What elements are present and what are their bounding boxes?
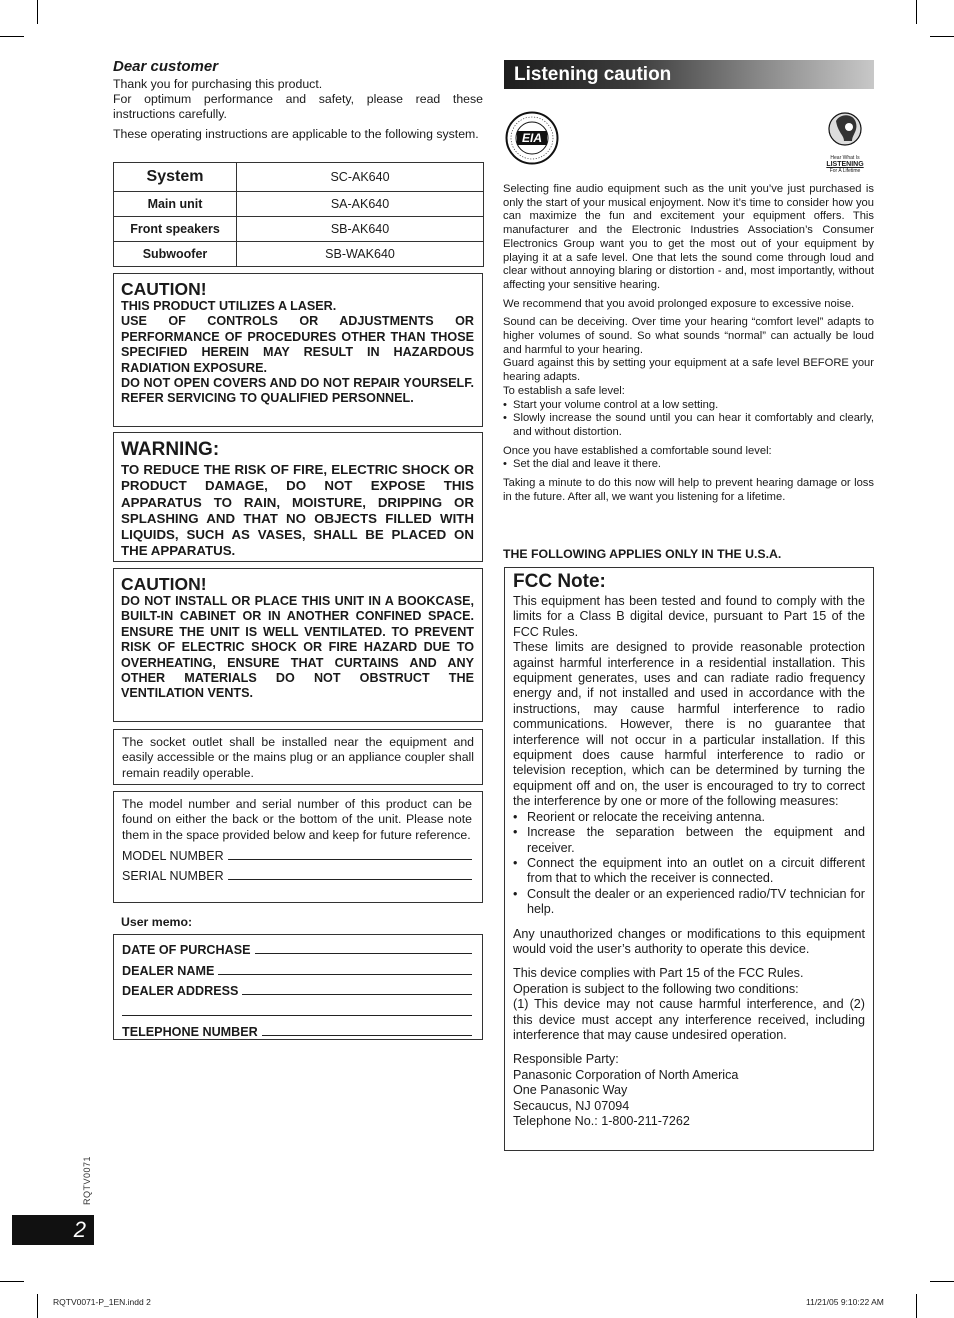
listening-caution-title: Listening caution xyxy=(514,64,672,85)
row-value: SA-AK640 xyxy=(237,192,484,217)
field-line xyxy=(255,953,472,954)
fcc-bullet: Reorient or relocate the receiving antenna. xyxy=(527,809,766,824)
telephone-number-field[interactable] xyxy=(122,1019,472,1039)
dealer-address-label: DEALER ADDRESS xyxy=(122,984,239,999)
field-line xyxy=(242,994,472,995)
caution-laser-body xyxy=(121,299,474,407)
list-item: • Reorient or relocate the receiving antenna. xyxy=(513,809,766,824)
caution-install-body: DO NOT INSTALL OR PLACE THIS UNIT IN A BOOKCASE, BUILT-IN CABINET OR IN ANOTHER CONFINED SPACE. ENSURE THE UNIT IS WELL VENTILATED. TO PREVENT RISK OF ELECTRIC SHOCK OR FIRE HAZARD DUE TO OVERHEATING, ENSURE THAT CURTAINS AND ANY OTHER MATERIALS DO NOT OBSTRUCT THE VENTILATION VENTS. xyxy=(121,594,474,701)
side-doc-code: RQTV0071 xyxy=(82,1155,92,1205)
telephone-number-label: TELEPHONE NUMBER xyxy=(122,1024,258,1039)
field-line xyxy=(122,1015,472,1016)
responsible-party-city: Secaucus, NJ 07094 xyxy=(513,1098,630,1113)
page-number: 2 xyxy=(12,1215,94,1245)
eia-logo-text: EIA xyxy=(521,131,542,145)
list-item: • Set the dial and leave it there. xyxy=(503,458,662,471)
intro-read: For optimum performance and safety, please read these instructions carefully. xyxy=(113,92,483,121)
crop-mark xyxy=(930,1281,954,1282)
system-label: System xyxy=(114,163,237,192)
table-row xyxy=(114,242,484,267)
lc-bullet: Slowly increase the sound until you can hear it comfortably and clearly, and without distortion. xyxy=(513,412,874,438)
row-value: SB-AK640 xyxy=(237,217,484,242)
model-number-field[interactable] xyxy=(122,843,472,863)
dear-customer-text xyxy=(113,77,483,147)
serial-number-field[interactable] xyxy=(122,863,472,883)
caution-install-box xyxy=(113,568,483,722)
listening-logo-line2: LISTENING xyxy=(826,161,864,168)
listening-logo-line1: Hear What Is xyxy=(830,155,860,161)
listening-caution-banner xyxy=(504,60,874,89)
date-of-purchase-label: DATE OF PURCHASE xyxy=(122,943,251,958)
fcc-paragraph: This equipment has been tested and found to comply with the limits for a Class B digital device, pursuant to Part 15 of the FCC Rules. xyxy=(513,594,865,639)
fcc-note-title: FCC Note: xyxy=(513,571,606,592)
crop-mark xyxy=(37,0,38,24)
responsible-party-phone: Telephone No.: 1-800-211-7262 xyxy=(513,1114,690,1128)
crop-mark xyxy=(916,1294,917,1318)
row-value: SB-WAK640 xyxy=(237,242,484,267)
warning-title: WARNING: xyxy=(121,439,220,460)
table-row xyxy=(114,163,484,192)
caution-install-title: CAUTION! xyxy=(121,574,207,594)
row-label: Front speakers xyxy=(114,217,237,242)
row-label: Main unit xyxy=(114,192,237,217)
crop-mark xyxy=(37,1294,38,1318)
lc-bullet: Start your volume control at a low setting. xyxy=(513,398,719,411)
listening-caution-text xyxy=(503,183,874,504)
system-value: SC-AK640 xyxy=(237,163,484,192)
list-item: • Start your volume control at a low setting. xyxy=(503,398,719,411)
lc-paragraph: Selecting fine audio equipment such as the unit you’ve just purchased is only the start of your musical enjoyment. Now it’s time to consider how you can maximize the fun and excitement your equipment offers. This manufacturer and the Electronic Industries Association’s Consumer Electronics Group want you to get the most out of your equipment by playing it at a safe level. One that lets the sound come through loud and clear without annoying blaring or distortion - and, most importantly, without affecting your sensitive hearing. xyxy=(503,183,874,291)
responsible-party-street: One Panasonic Way xyxy=(513,1083,628,1098)
lc-paragraph: Sound can be deceiving. Over time your hearing “comfort level” adapts to higher volumes of sound. So what sounds “normal” can actually be loud and harmful to your hearing. xyxy=(503,316,874,356)
serial-number-line xyxy=(228,879,472,880)
socket-note-box xyxy=(113,729,483,785)
responsible-party-label: Responsible Party: xyxy=(513,1052,619,1067)
list-item: • Increase the separation between the equipment and receiver. xyxy=(513,825,865,855)
fcc-paragraph: Operation is subject to the following two conditions: xyxy=(513,981,799,996)
model-note-text: The model number and serial number of this product can be found on either the back or the bottom of the unit. Please note them in the space provided below and keep for future reference. xyxy=(122,797,472,842)
model-number-label: MODEL NUMBER xyxy=(122,849,224,864)
user-memo-box xyxy=(113,934,483,1040)
model-note-box xyxy=(113,791,483,903)
dealer-address-field[interactable] xyxy=(122,978,472,998)
fcc-note-text xyxy=(513,594,865,1129)
listening-logo xyxy=(822,111,868,173)
warning-box xyxy=(113,432,483,562)
caution-laser-line3: DO NOT OPEN COVERS AND DO NOT REPAIR YOURSELF. REFER SERVICING TO QUALIFIED PERSONNEL. xyxy=(121,376,474,406)
caution-laser-title: CAUTION! xyxy=(121,279,207,299)
fcc-paragraph: These limits are designed to provide reasonable protection against harmful interference in a residential installation. This equipment generates, uses and can radiate radio frequency energy and, if not installed and used in accordance with the instructions, may cause harmful interference to radio communications. However, there is no guarantee that interference will not occur in a particular installation. If this equipment does cause harmful interference to radio or television reception, which can be determined by turning the equipment off and on, the user is encouraged to try to correct the interference by one or more of the following measures: xyxy=(513,640,865,809)
crop-mark xyxy=(0,1281,24,1282)
field-line xyxy=(218,974,472,975)
fcc-paragraph: Any unauthorized changes or modifications to this equipment would void the user’s authority to operate this device. xyxy=(513,926,865,956)
socket-note-text: The socket outlet shall be installed near the equipment and easily accessible or the mains plug or an appliance coupler shall remain readily operable. xyxy=(122,735,474,780)
intro-thanks: Thank you for purchasing this product. xyxy=(113,77,323,91)
usa-only-heading: THE FOLLOWING APPLIES ONLY IN THE U.S.A. xyxy=(503,547,782,561)
system-table xyxy=(113,162,484,267)
lc-paragraph: To establish a safe level: xyxy=(503,384,625,397)
dealer-address-extra-line[interactable] xyxy=(122,998,472,1018)
fcc-note-box xyxy=(504,567,874,1151)
dear-customer-heading: Dear customer xyxy=(113,58,219,75)
caution-laser-line2: USE OF CONTROLS OR ADJUSTMENTS OR PERFORMANCE OF PROCEDURES OTHER THAN THOSE SPECIFIED HEREIN MAY RESULT IN HAZARDOUS RADIATION EXPOSURE. xyxy=(121,314,474,375)
crop-mark xyxy=(916,0,917,24)
lc-bullet: Set the dial and leave it there. xyxy=(513,458,662,471)
lc-paragraph: We recommend that you avoid prolonged exposure to excessive noise. xyxy=(503,297,855,310)
fcc-bullet: Connect the equipment into an outlet on a circuit different from that to which the receiver is connected. xyxy=(527,855,865,886)
list-item: • Connect the equipment into an outlet on a circuit different from that to which the receiver is connected. xyxy=(513,855,865,886)
warning-body: TO REDUCE THE RISK OF FIRE, ELECTRIC SHOCK OR PRODUCT DAMAGE, DO NOT EXPOSE THIS APPARATUS TO RAIN, MOISTURE, DRIPPING OR SPLASHING AND THAT NO OBJECTS FILLED WITH LIQUIDS, SUCH AS VASES, SHALL BE PLACED ON THE APPARATUS. xyxy=(121,462,474,559)
field-line xyxy=(262,1035,472,1036)
footer-timestamp: 11/21/05 9:10:22 AM xyxy=(806,1297,884,1307)
lc-paragraph: Once you have established a comfortable sound level: xyxy=(503,444,772,457)
user-memo-heading: User memo: xyxy=(121,915,193,929)
model-number-line xyxy=(228,859,472,860)
fcc-bullet: Consult the dealer or an experienced radio/TV technician for help. xyxy=(527,886,865,917)
crop-mark xyxy=(930,36,954,37)
responsible-party-company: Panasonic Corporation of North America xyxy=(513,1067,739,1082)
footer-file-name: RQTV0071-P_1EN.indd 2 xyxy=(53,1297,151,1307)
dealer-name-field[interactable] xyxy=(122,957,472,977)
intro-applicable: These operating instructions are applicable to the following system. xyxy=(113,127,479,141)
fcc-bullet: Increase the separation between the equipment and receiver. xyxy=(527,825,865,855)
table-row xyxy=(114,192,484,217)
list-item: • Slowly increase the sound until you can hear it comfortably and clearly, and without distortion. xyxy=(503,412,874,438)
dealer-name-label: DEALER NAME xyxy=(122,963,215,978)
table-row xyxy=(114,217,484,242)
serial-number-label: SERIAL NUMBER xyxy=(122,869,224,884)
caution-laser-line1: THIS PRODUCT UTILIZES A LASER. xyxy=(121,299,337,313)
lc-paragraph: Taking a minute to do this now will help to prevent hearing damage or loss in the future. After all, we want you listening for a lifetime. xyxy=(503,477,874,503)
fcc-paragraph: (1) This device may not cause harmful interference, and (2) this device must accept any interference received, including interference that may cause undesired operation. xyxy=(513,997,865,1042)
crop-mark xyxy=(0,36,24,37)
fcc-paragraph: This device complies with Part 15 of the FCC Rules. xyxy=(513,966,804,981)
date-of-purchase-field[interactable] xyxy=(122,937,472,957)
eia-logo xyxy=(505,111,559,165)
list-item: • Consult the dealer or an experienced radio/TV technician for help. xyxy=(513,886,865,917)
caution-laser-box xyxy=(113,273,483,427)
row-label: Subwoofer xyxy=(114,242,237,267)
lc-paragraph: Guard against this by setting your equipment at a safe level BEFORE your hearing adapts. xyxy=(503,357,874,384)
listening-logo-line3: For A Lifetime xyxy=(829,168,861,174)
